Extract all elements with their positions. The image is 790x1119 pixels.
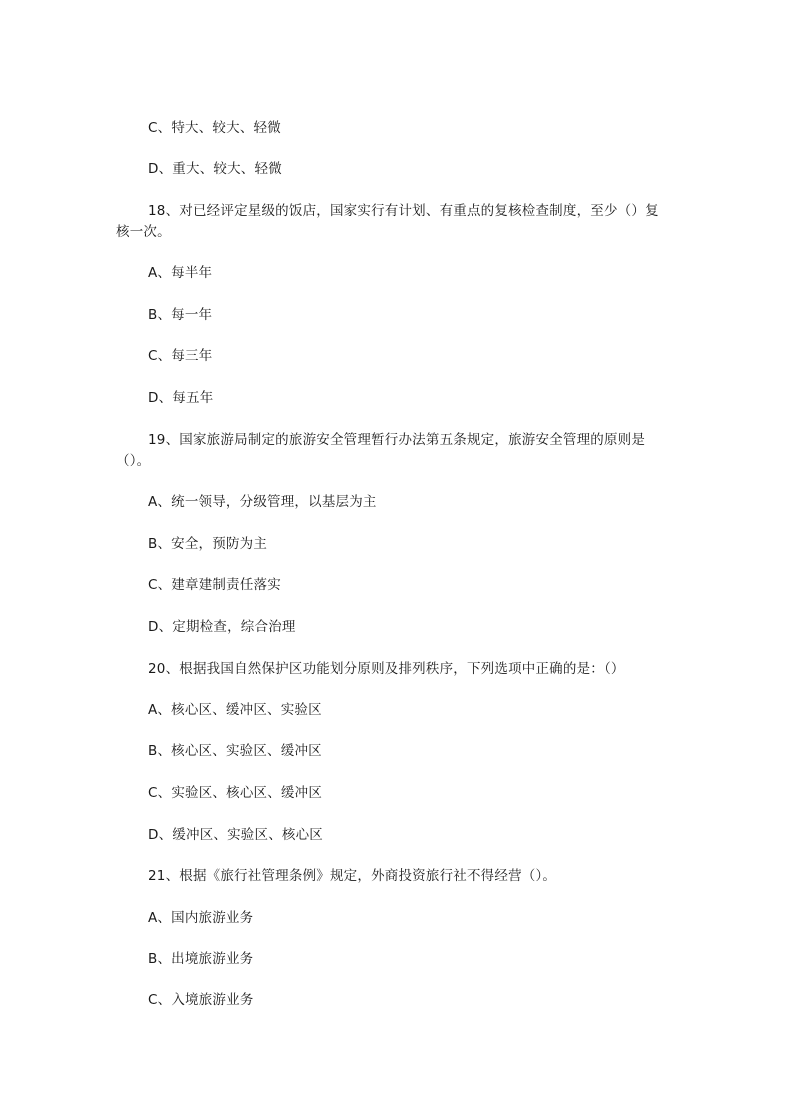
q19-text-line1: 19、国家旅游局制定的旅游安全管理暂行办法第五条规定，旅游安全管理的原则是 bbox=[148, 432, 646, 448]
q17-option-d: D、重大、较大、轻微 bbox=[148, 161, 282, 177]
q21-option-a: A、国内旅游业务 bbox=[148, 910, 254, 926]
q19-option-b: B、安全，预防为主 bbox=[148, 536, 268, 552]
q17-option-c: C、特大、较大、轻微 bbox=[148, 120, 281, 136]
q21-option-c: C、入境旅游业务 bbox=[148, 992, 254, 1008]
q18-option-a: A、每半年 bbox=[148, 265, 213, 281]
q20-option-b: B、核心区、实验区、缓冲区 bbox=[148, 743, 322, 759]
q19-option-a: A、统一领导，分级管理，以基层为主 bbox=[148, 494, 377, 510]
q21-text-line1: 21、根据《旅行社管理条例》规定，外商投资旅行社不得经营（）。 bbox=[148, 868, 557, 884]
q18-option-d: D、每五年 bbox=[148, 390, 214, 406]
q18-text-line2: 核一次。 bbox=[116, 224, 171, 240]
q20-option-a: A、核心区、缓冲区、实验区 bbox=[148, 702, 322, 718]
q18-option-b: B、每一年 bbox=[148, 307, 213, 323]
q19-option-d: D、定期检查，综合治理 bbox=[148, 619, 296, 635]
q20-option-d: D、缓冲区、实验区、核心区 bbox=[148, 827, 323, 843]
q19-text-line2: （）。 bbox=[116, 453, 151, 469]
q19-option-c: C、建章建制责任落实 bbox=[148, 577, 281, 593]
q21-option-b: B、出境旅游业务 bbox=[148, 951, 254, 967]
q20-text-line1: 20、根据我国自然保护区功能划分原则及排列秩序，下列选项中正确的是：（） bbox=[148, 661, 625, 677]
q18-option-c: C、每三年 bbox=[148, 348, 213, 364]
q18-text-line1: 18、对已经评定星级的饭店，国家实行有计划、有重点的复核检查制度，至少（）复 bbox=[148, 203, 659, 219]
q20-option-c: C、实验区、核心区、缓冲区 bbox=[148, 785, 323, 801]
